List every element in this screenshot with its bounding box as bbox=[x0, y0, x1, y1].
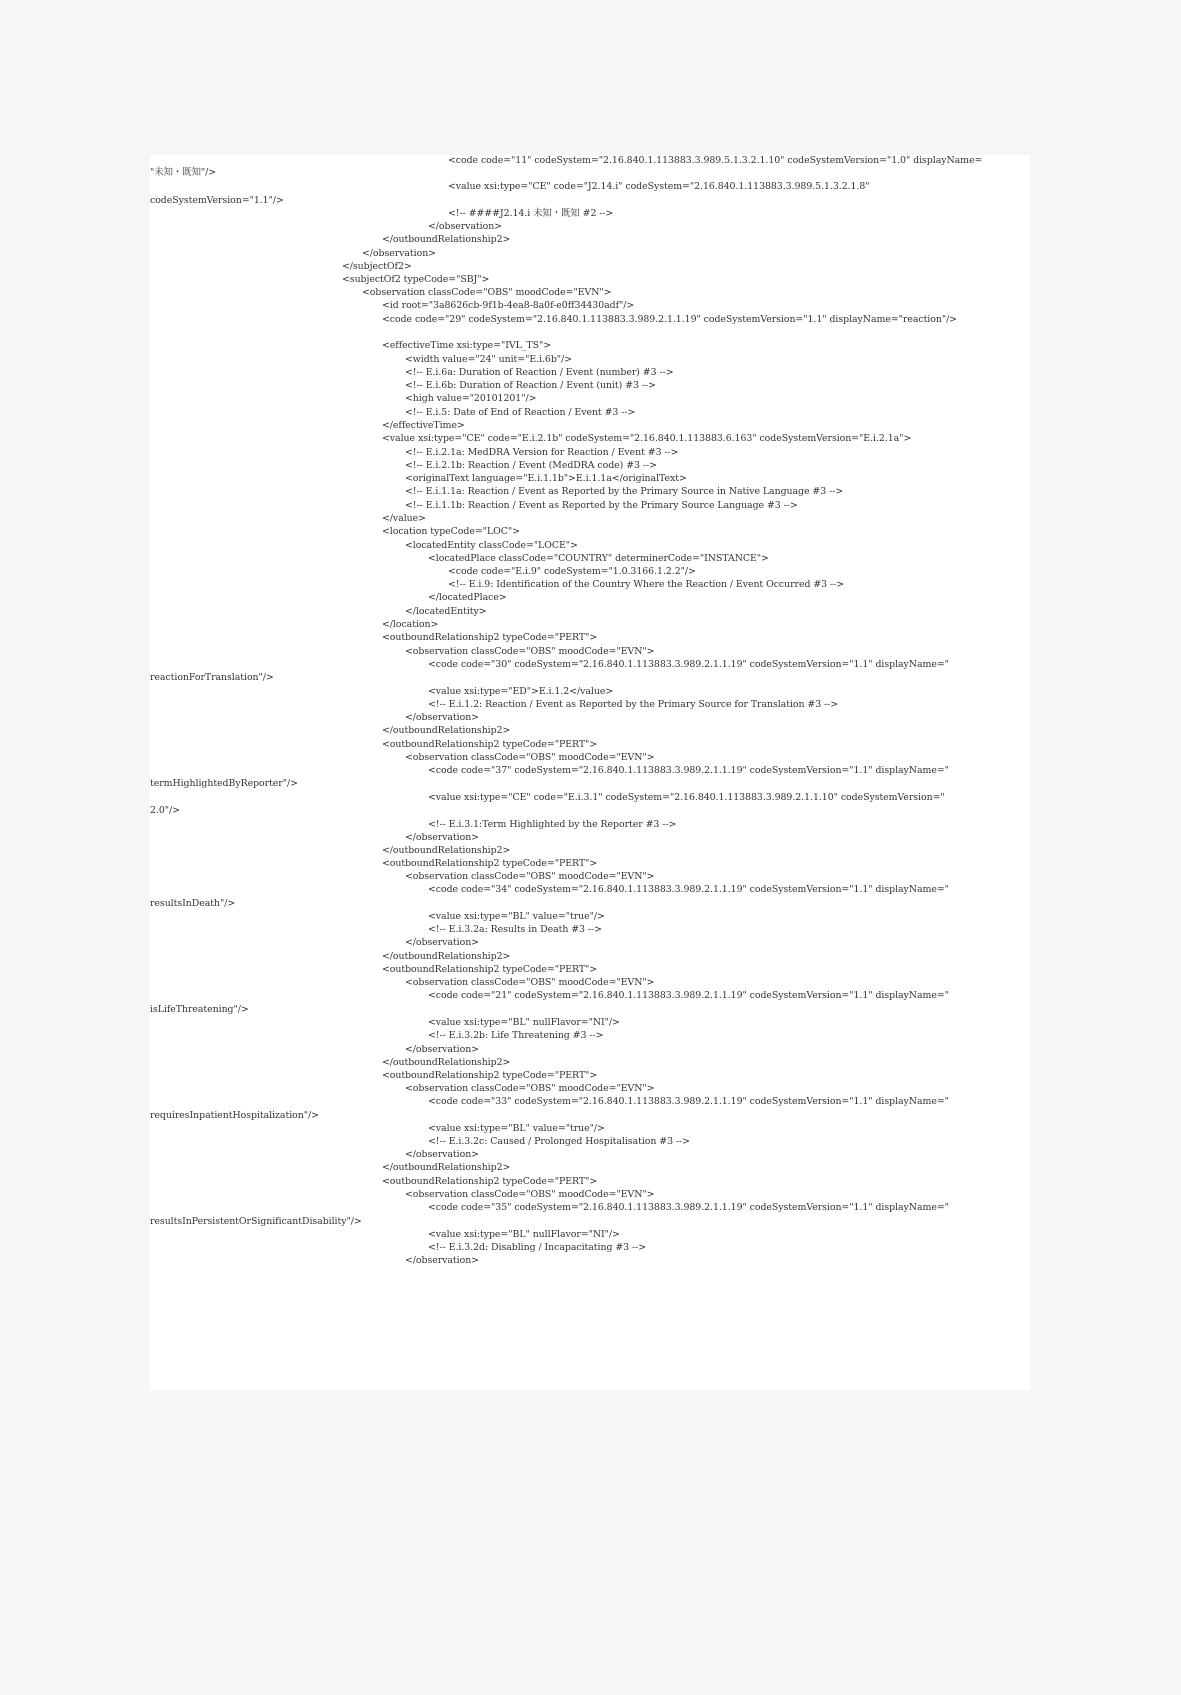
code-line: </observation> bbox=[405, 1044, 479, 1055]
code-line: <originalText language="E.i.1.1b">E.i.1.1a</originalText> bbox=[405, 473, 687, 484]
code-line: <!-- E.i.3.1:Term Highlighted by the Reporter #3 --> bbox=[428, 819, 677, 830]
code-line: </observation> bbox=[405, 937, 479, 948]
code-line: <locatedEntity classCode="LOCE"> bbox=[405, 540, 578, 551]
code-line: </outboundRelationship2> bbox=[382, 234, 511, 245]
code-line: <high value="20101201"/> bbox=[405, 393, 537, 404]
code-line: isLifeThreatening"/> bbox=[150, 1004, 249, 1015]
code-line: <observation classCode="OBS" moodCode="EVN"> bbox=[405, 871, 655, 882]
code-line: </outboundRelationship2> bbox=[382, 725, 511, 736]
code-line: <value xsi:type="CE" code="E.i.2.1b" codeSystem="2.16.840.1.113883.6.163" codeSystemVersion="E.i.2.1a"> bbox=[382, 433, 912, 444]
code-line: <code code="11" codeSystem="2.16.840.1.113883.3.989.5.1.3.2.1.10" codeSystemVersion="1.0" displayName= bbox=[448, 155, 983, 166]
code-line: </observation> bbox=[405, 712, 479, 723]
code-line: <code code="30" codeSystem="2.16.840.1.113883.3.989.2.1.1.19" codeSystemVersion="1.1" displayName=" bbox=[428, 659, 949, 670]
code-line: <code code="29" codeSystem="2.16.840.1.113883.3.989.2.1.1.19" codeSystemVersion="1.1" displayName="reaction"/> bbox=[382, 314, 957, 325]
code-line: <outboundRelationship2 typeCode="PERT"> bbox=[382, 964, 598, 975]
code-line: </outboundRelationship2> bbox=[382, 1057, 511, 1068]
code-line: <effectiveTime xsi:type="IVL_TS"> bbox=[382, 340, 552, 351]
code-line: termHighlightedByReporter"/> bbox=[150, 778, 298, 789]
code-line: <value xsi:type="BL" nullFlavor="NI"/> bbox=[428, 1229, 620, 1240]
code-line: <!-- E.i.3.2c: Caused / Prolonged Hospitalisation #3 --> bbox=[428, 1136, 690, 1147]
code-line: <locatedPlace classCode="COUNTRY" determinerCode="INSTANCE"> bbox=[428, 553, 769, 564]
code-line: <outboundRelationship2 typeCode="PERT"> bbox=[382, 1176, 598, 1187]
code-line: <!-- E.i.9: Identification of the Country Where the Reaction / Event Occurred #3 --> bbox=[448, 579, 845, 590]
code-line: resultsInPersistentOrSignificantDisability"/> bbox=[150, 1216, 362, 1227]
code-line: <!-- E.i.1.2: Reaction / Event as Reported by the Primary Source for Translation #3 --> bbox=[428, 699, 839, 710]
code-line: <outboundRelationship2 typeCode="PERT"> bbox=[382, 1070, 598, 1081]
code-line: <width value="24" unit="E.i.6b"/> bbox=[405, 354, 572, 365]
code-line: </observation> bbox=[362, 248, 436, 259]
code-line: </outboundRelationship2> bbox=[382, 845, 511, 856]
code-line: <observation classCode="OBS" moodCode="EVN"> bbox=[405, 1189, 655, 1200]
code-line: <outboundRelationship2 typeCode="PERT"> bbox=[382, 858, 598, 869]
code-line: </outboundRelationship2> bbox=[382, 951, 511, 962]
code-line: <value xsi:type="CE" code="J2.14.i" codeSystem="2.16.840.1.113883.3.989.5.1.3.2.1.8" bbox=[448, 181, 870, 192]
code-line: <code code="21" codeSystem="2.16.840.1.113883.3.989.2.1.1.19" codeSystemVersion="1.1" displayName=" bbox=[428, 990, 949, 1001]
code-line: "未知・既知"/> bbox=[150, 167, 217, 178]
code-line: <value xsi:type="ED">E.i.1.2</value> bbox=[428, 686, 614, 697]
code-line: </observation> bbox=[405, 1149, 479, 1160]
code-line: <!-- E.i.1.1a: Reaction / Event as Reported by the Primary Source in Native Language #3 --> bbox=[405, 486, 844, 497]
code-line: </observation> bbox=[405, 832, 479, 843]
code-line: <observation classCode="OBS" moodCode="EVN"> bbox=[405, 752, 655, 763]
code-line: </value> bbox=[382, 513, 426, 524]
code-line: <!-- E.i.3.2a: Results in Death #3 --> bbox=[428, 924, 602, 935]
code-line: reactionForTranslation"/> bbox=[150, 672, 274, 683]
code-line: requiresInpatientHospitalization"/> bbox=[150, 1110, 319, 1121]
code-line: resultsInDeath"/> bbox=[150, 898, 236, 909]
code-line: <code code="E.i.9" codeSystem="1.0.3166.1.2.2"/> bbox=[448, 566, 696, 577]
code-line: <observation classCode="OBS" moodCode="EVN"> bbox=[405, 977, 655, 988]
code-line: <value xsi:type="BL" value="true"/> bbox=[428, 1123, 605, 1134]
code-line: <!-- ####J2.14.i 未知・既知 #2 --> bbox=[448, 208, 614, 219]
code-line: </observation> bbox=[428, 221, 502, 232]
code-line: <value xsi:type="BL" value="true"/> bbox=[428, 911, 605, 922]
code-line: <subjectOf2 typeCode="SBJ"> bbox=[342, 274, 490, 285]
code-line: <id root="3a8626cb-9f1b-4ea8-8a0f-e0ff34430adf"/> bbox=[382, 300, 635, 311]
code-line: <observation classCode="OBS" moodCode="EVN"> bbox=[405, 1083, 655, 1094]
code-line: </subjectOf2> bbox=[342, 261, 412, 272]
code-line: <code code="33" codeSystem="2.16.840.1.113883.3.989.2.1.1.19" codeSystemVersion="1.1" displayName=" bbox=[428, 1096, 949, 1107]
code-line: <observation classCode="OBS" moodCode="EVN"> bbox=[405, 646, 655, 657]
code-line: </outboundRelationship2> bbox=[382, 1162, 511, 1173]
code-line: </effectiveTime> bbox=[382, 420, 465, 431]
code-line: <code code="34" codeSystem="2.16.840.1.113883.3.989.2.1.1.19" codeSystemVersion="1.1" displayName=" bbox=[428, 884, 949, 895]
code-line: </observation> bbox=[405, 1255, 479, 1266]
code-line: <!-- E.i.2.1a: MedDRA Version for Reaction / Event #3 --> bbox=[405, 447, 679, 458]
code-line: <!-- E.i.1.1b: Reaction / Event as Reported by the Primary Source Language #3 --> bbox=[405, 500, 798, 511]
code-line: </locatedPlace> bbox=[428, 592, 507, 603]
code-line: <value xsi:type="CE" code="E.i.3.1" codeSystem="2.16.840.1.113883.3.989.2.1.1.10" codeSystemVersion=" bbox=[428, 792, 945, 803]
code-line: <!-- E.i.2.1b: Reaction / Event (MedDRA code) #3 --> bbox=[405, 460, 657, 471]
code-line: <location typeCode="LOC"> bbox=[382, 526, 520, 537]
code-line: <outboundRelationship2 typeCode="PERT"> bbox=[382, 632, 598, 643]
page-content bbox=[150, 155, 1030, 1390]
code-line: </locatedEntity> bbox=[405, 606, 487, 617]
code-line: codeSystemVersion="1.1"/> bbox=[150, 195, 284, 206]
code-line: <!-- E.i.3.2b: Life Threatening #3 --> bbox=[428, 1030, 604, 1041]
code-line: <!-- E.i.5: Date of End of Reaction / Event #3 --> bbox=[405, 407, 636, 418]
code-line: <code code="35" codeSystem="2.16.840.1.113883.3.989.2.1.1.19" codeSystemVersion="1.1" displayName=" bbox=[428, 1202, 949, 1213]
code-line: <code code="37" codeSystem="2.16.840.1.113883.3.989.2.1.1.19" codeSystemVersion="1.1" displayName=" bbox=[428, 765, 949, 776]
code-line: <!-- E.i.3.2d: Disabling / Incapacitating #3 --> bbox=[428, 1242, 647, 1253]
code-line: <!-- E.i.6a: Duration of Reaction / Event (number) #3 --> bbox=[405, 367, 674, 378]
code-line: <value xsi:type="BL" nullFlavor="NI"/> bbox=[428, 1017, 620, 1028]
code-line: <observation classCode="OBS" moodCode="EVN"> bbox=[362, 287, 612, 298]
code-line: <!-- E.i.6b: Duration of Reaction / Event (unit) #3 --> bbox=[405, 380, 656, 391]
code-line: <outboundRelationship2 typeCode="PERT"> bbox=[382, 739, 598, 750]
code-line: </location> bbox=[382, 619, 439, 630]
code-line: 2.0"/> bbox=[150, 805, 180, 816]
